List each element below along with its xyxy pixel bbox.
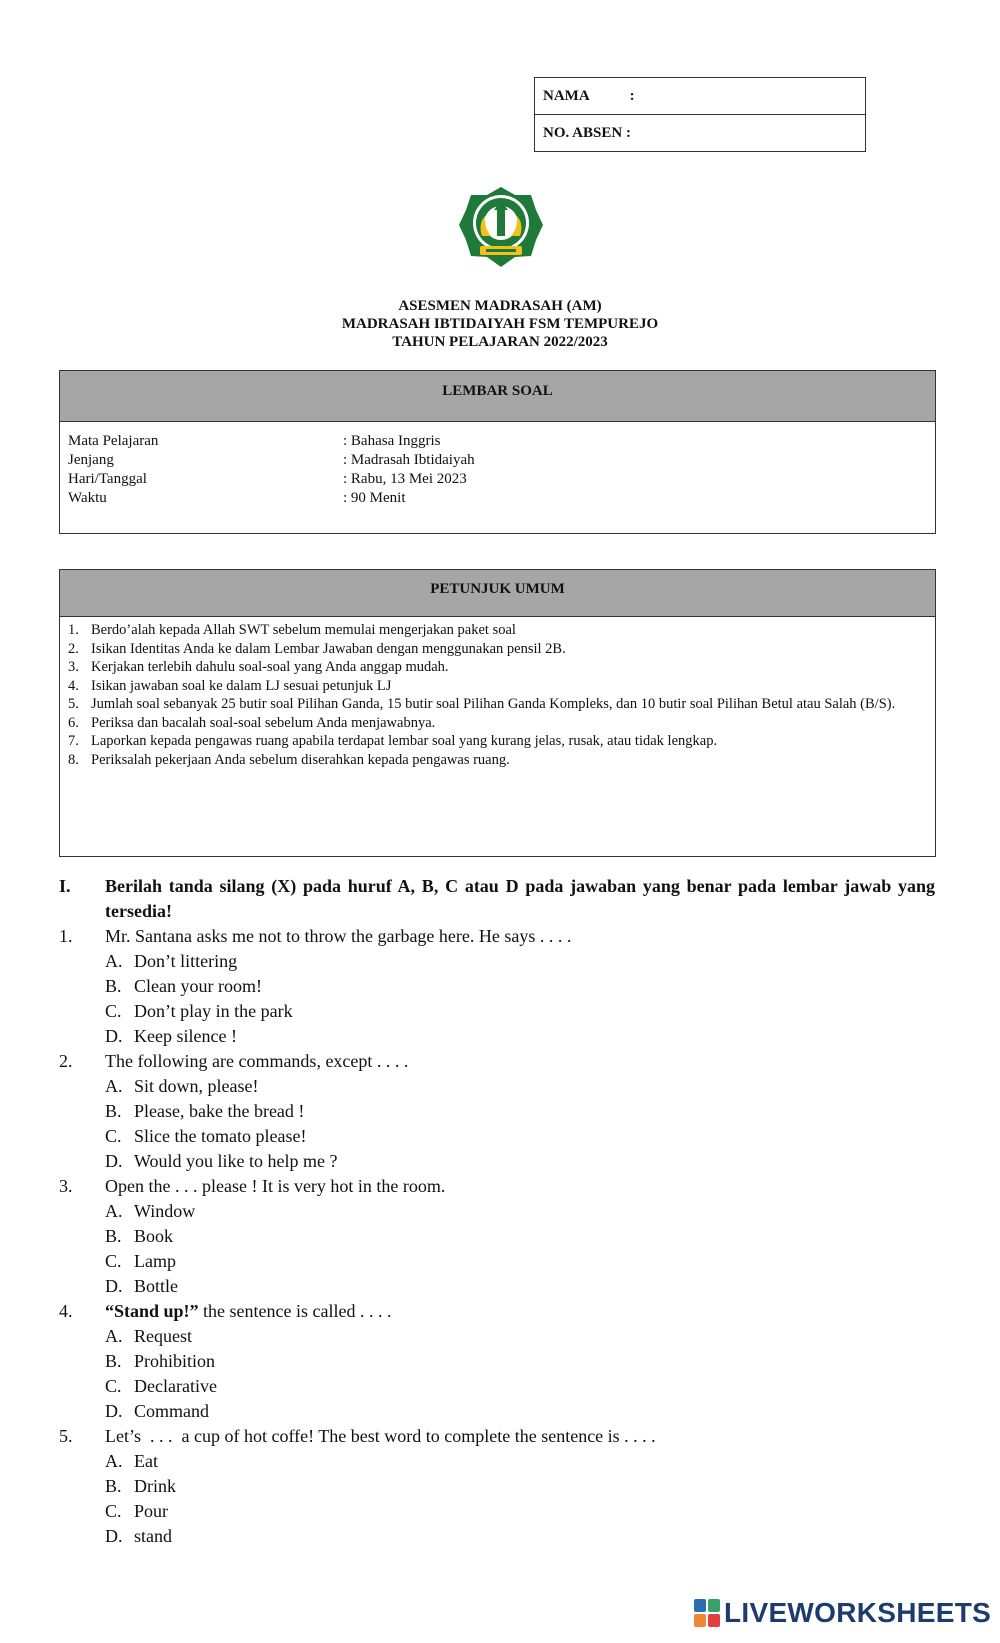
rule-text: Kerjakan terlebih dahulu soal-soal yang Anda anggap mudah. [91, 659, 449, 675]
option-letter: C. [105, 1501, 122, 1521]
answer-option[interactable] [105, 1324, 935, 1349]
info-value: : Madrasah Ibtidaiyah [343, 452, 475, 468]
answer-option[interactable] [105, 1499, 935, 1524]
option-text: Pour [134, 1501, 169, 1521]
info-value: : Bahasa Inggris [343, 433, 441, 449]
petunjuk-title: PETUNJUK UMUM [60, 570, 935, 617]
rule-number: 7. [68, 733, 79, 749]
answer-option[interactable] [105, 949, 935, 974]
rule-text: Periksalah pekerjaan Anda sebelum diserahkan kepada pengawas ruang. [91, 751, 510, 768]
option-letter: B. [105, 1476, 122, 1496]
answer-option[interactable] [105, 974, 935, 999]
question-rest: the sentence is called . . . . [198, 1301, 392, 1321]
option-letter: B. [105, 1101, 122, 1121]
rule-text: Periksa dan bacalah soal-soal sebelum Anda menjawabnya. [91, 714, 436, 731]
rule-number: 6. [68, 714, 79, 731]
answer-option[interactable] [105, 1349, 935, 1374]
option-text: Window [134, 1201, 196, 1221]
answer-option[interactable] [105, 1524, 935, 1549]
absen-label: NO. ABSEN : [543, 124, 631, 141]
option-text: Bottle [134, 1276, 178, 1296]
rule-item [68, 732, 925, 751]
question-text: Let’s . . . a cup of hot coffe! The best word to complete the sentence is . . . . [105, 1426, 656, 1446]
answer-option[interactable] [105, 1474, 935, 1499]
answer-option[interactable] [105, 1224, 935, 1249]
rule-text: Berdo’alah kepada Allah SWT sebelum memulai mengerjakan paket soal [91, 622, 516, 638]
questions-section [59, 874, 935, 1549]
answer-option[interactable] [105, 999, 935, 1024]
info-row [68, 432, 935, 451]
option-text: Declarative [134, 1376, 217, 1396]
answer-option[interactable] [105, 1199, 935, 1224]
option-text: Prohibition [134, 1351, 216, 1371]
rule-number: 1. [68, 622, 79, 638]
name-label: NAMA [543, 87, 590, 104]
question-quote: “Stand up!” [105, 1301, 199, 1321]
absen-row[interactable] [535, 114, 865, 151]
option-text: Eat [134, 1451, 158, 1471]
option-letter: A. [105, 951, 123, 971]
question-number: 5. [59, 1426, 73, 1446]
option-text: Clean your room! [134, 976, 262, 996]
question-2 [59, 1049, 935, 1074]
option-letter: D. [105, 1151, 123, 1171]
answer-option[interactable] [105, 1074, 935, 1099]
rule-text: Jumlah soal sebanyak 25 butir soal Pilihan Ganda, 15 butir soal Pilihan Ganda Kompleks, dan 10 butir soal Pilihan Betul atau Salah (B/S). [91, 696, 896, 712]
option-letter: D. [105, 1276, 123, 1296]
info-label: Mata Pelajaran [68, 433, 159, 449]
option-letter: B. [105, 976, 122, 996]
info-label: Hari/Tanggal [68, 471, 147, 487]
answer-option[interactable] [105, 1024, 935, 1049]
rule-item [68, 658, 925, 677]
answer-option[interactable] [105, 1149, 935, 1174]
option-text: Please, bake the bread ! [134, 1101, 305, 1121]
answer-option[interactable] [105, 1399, 935, 1424]
answer-option[interactable] [105, 1274, 935, 1299]
option-text: Lamp [134, 1251, 176, 1271]
name-colon: : [629, 87, 635, 104]
liveworksheets-logo-icon [694, 1599, 720, 1627]
option-text: Drink [134, 1476, 176, 1496]
question-1 [59, 924, 935, 949]
option-letter: A. [105, 1076, 123, 1096]
option-letter: C. [105, 1126, 122, 1146]
question-text: Mr. Santana asks me not to throw the garbage here. He says . . . . [105, 926, 572, 946]
option-text: Don’t littering [134, 951, 238, 971]
petunjuk-umum-box [59, 569, 936, 857]
option-letter: B. [105, 1351, 122, 1371]
question-4 [59, 1299, 935, 1324]
option-text: Keep silence ! [134, 1026, 237, 1046]
option-text: Request [134, 1326, 192, 1346]
lembar-soal-title: LEMBAR SOAL [60, 371, 935, 422]
title-line-1: ASESMEN MADRASAH (AM) [398, 298, 602, 314]
question-text: Open the . . . please ! It is very hot in the room. [105, 1176, 446, 1196]
question-3 [59, 1174, 935, 1199]
answer-option[interactable] [105, 1124, 935, 1149]
question-number: 2. [59, 1051, 73, 1071]
identity-box [534, 77, 866, 152]
rule-item [68, 621, 925, 640]
title-line-3: TAHUN PELAJARAN 2022/2023 [392, 334, 608, 350]
option-letter: B. [105, 1226, 122, 1246]
madrasah-emblem-icon [458, 186, 544, 268]
answer-option[interactable] [105, 1099, 935, 1124]
option-text: Don’t play in the park [134, 1001, 293, 1021]
rule-item [68, 677, 925, 696]
option-letter: C. [105, 1001, 122, 1021]
lembar-soal-box [59, 370, 936, 534]
question-number: 3. [59, 1176, 73, 1196]
rule-number: 8. [68, 751, 79, 768]
question-number: 1. [59, 926, 73, 946]
rule-number: 3. [68, 659, 79, 675]
rule-number: 5. [68, 696, 79, 712]
section-number: I. [59, 876, 71, 896]
rule-text: Isikan jawaban soal ke dalam LJ sesuai petunjuk LJ [91, 677, 392, 694]
rule-number: 4. [68, 677, 79, 694]
question-number: 4. [59, 1301, 73, 1321]
option-letter: A. [105, 1201, 123, 1221]
rule-item [68, 714, 925, 733]
question-text: The following are commands, except . . . . [105, 1051, 409, 1071]
option-letter: D. [105, 1526, 123, 1546]
option-letter: A. [105, 1451, 123, 1471]
rules-list [60, 617, 935, 769]
option-letter: C. [105, 1251, 122, 1271]
rule-item [68, 751, 925, 770]
option-text: Command [134, 1401, 209, 1421]
rule-item [68, 640, 925, 659]
info-row [68, 451, 935, 470]
option-letter: D. [105, 1401, 123, 1421]
rule-number: 2. [68, 640, 79, 657]
answer-option[interactable] [105, 1374, 935, 1399]
option-text: Would you like to help me ? [134, 1151, 338, 1171]
exam-title [0, 297, 1000, 351]
rule-text: Isikan Identitas Anda ke dalam Lembar Jawaban dengan menggunakan pensil 2B. [91, 640, 566, 657]
section-instruction: Berilah tanda silang (X) pada huruf A, B, C atau D pada jawaban yang benar pada lembar jawab yang tersedia! [105, 876, 935, 921]
info-row [68, 489, 935, 508]
exam-info [60, 422, 935, 508]
option-text: stand [134, 1526, 172, 1546]
info-label: Jenjang [68, 452, 114, 468]
question-text [105, 1299, 391, 1324]
rule-item [68, 695, 925, 714]
option-text: Slice the tomato please! [134, 1126, 307, 1146]
answer-option[interactable] [105, 1249, 935, 1274]
answer-option[interactable] [105, 1449, 935, 1474]
option-letter: D. [105, 1026, 123, 1046]
name-row[interactable] [535, 78, 865, 114]
liveworksheets-watermark[interactable] [694, 1597, 991, 1629]
option-text: Sit down, please! [134, 1076, 259, 1096]
title-line-2: MADRASAH IBTIDAIYAH FSM TEMPUREJO [341, 316, 659, 332]
info-value: : Rabu, 13 Mei 2023 [343, 471, 467, 487]
option-text: Book [134, 1226, 174, 1246]
watermark-text: LIVEWORKSHEETS [724, 1597, 992, 1628]
info-label: Waktu [68, 490, 107, 506]
info-value: : 90 Menit [343, 490, 406, 506]
question-5 [59, 1424, 935, 1449]
section-heading [59, 874, 935, 924]
option-letter: A. [105, 1326, 123, 1346]
info-row [68, 470, 935, 489]
option-letter: C. [105, 1376, 122, 1396]
rule-text: Laporkan kepada pengawas ruang apabila terdapat lembar soal yang kurang jelas, rusak, atau tidak lengkap. [91, 733, 718, 749]
